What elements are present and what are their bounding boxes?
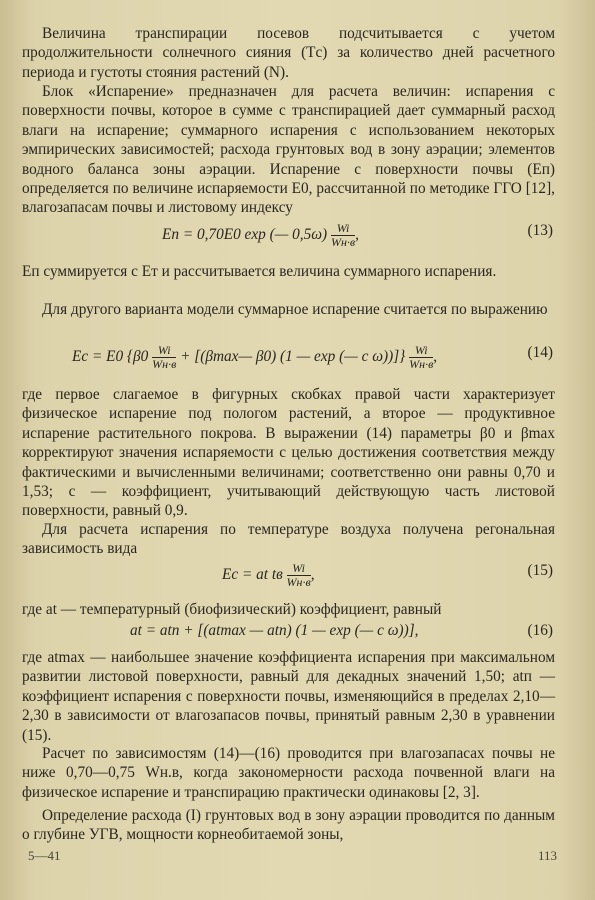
formula-denominator: Wн·в [409,357,434,371]
formula-14 [22,340,555,380]
formula-middle: + [(βmax— β0) (1 — exp (— c ω))]} [180,348,406,366]
formula-number: (13) [527,222,553,239]
paragraph-text: где atmax — наибольшее значение коэффициента испарения при максимальном развитии листовой поверхности, равный для декадных значений 1,50; atп — коэффициент испарения с поверхности почвы, изменяющийся в пределах 2,10—2,30 в зависимости от влагозапасов почвы, принятый равным 2,30 в уравнении (15). [22,649,555,744]
formula-denominator: Wн·в [152,357,177,371]
paragraph-text: где первое слагаемое в фигурных скобках правой части характеризует физическое испарение под пологом растений, а второе — продуктивное испарение растительного покрова. В выражении (14) параметры β0 и βmax корректируют значения испаряемости с целью достижения соответствия между фактическими и вычисленными величинами; соответственно они равны 0,70 и 1,53; c — коэффициент, учитывающий действующую часть листовой поверхности, равный 0,9. [22,386,555,520]
paragraph-text: Определение расхода (I) грунтовых вод в зону аэрации проводится по данным о глубине УГВ, мощности корнеобитаемой зоны, [22,807,555,844]
page-number: 113 [537,848,557,863]
formula-numerator: Wi [409,344,433,358]
formula-numerator: Wi [287,562,311,576]
formula-lhs: Eс = at tв [222,566,283,584]
formula-number: (15) [527,562,553,579]
formula-tail: , [355,226,359,244]
formula-lhs: Eп = 0,70E0 exp (— 0,5ω) [162,226,328,244]
paragraph-text: Блок «Испарение» предназначен для расчета величин: испарения с поверхности почвы, которое в сумме с транспирацией дает суммарный расход влаги на испарение; суммарного испарения с использованием некоторых эмпирических зависимостей; расхода грунтовых вод в зону аэрации; элементов водного баланса зоны аэрации. Испарение с поверхности почвы (Eп) определяется по величине испаряемости E0, рассчитанной по методике ГГО [12], влагозапасам почвы и листовому индексу [22,83,555,217]
formula-number: (14) [527,344,553,361]
paragraph-text: Для другого варианта модели суммарное испарение считается по выражению [42,301,548,318]
paragraph-2 [22,82,555,218]
signature-mark: 5—41 [28,848,61,863]
formula-denominator: Wн·в [330,235,356,249]
paragraph-text: Величина транспирации посевов подсчитывается с учетом продолжительности солнечного сияния (Tс) за количество дней расчетного периода и густоты стояния растений (N). [22,25,555,81]
paragraph-10 [22,806,555,845]
formula-lhs: Eс = E0 {β0 [72,348,149,366]
formula-16 [22,622,555,646]
paragraph-text: где at — температурный (биофизический) коэффициент, равный [22,601,442,618]
formula-numerator: Wi [331,222,355,236]
paragraph-4 [22,300,555,319]
formula-denominator: Wн·в [286,575,311,589]
formula-expression: at = atп + [(atmax — atп) (1 — exp (— c ω))], [130,622,419,639]
paragraph-1 [22,24,555,82]
formula-number: (16) [527,622,553,639]
formula-15 [22,558,555,598]
formula-tail: , [433,348,438,366]
paragraph-text: Для расчета испарения по температуре воздуха получена регональная зависимость вида [22,521,555,558]
paragraph-9 [22,744,555,802]
paragraph-7 [22,600,555,619]
paragraph-8 [22,648,555,745]
paragraph-6 [22,520,555,559]
paragraph-text: Расчет по зависимостям (14)—(16) проводится при влагозапасах почвы не ниже 0,70—0,75 Wн.в, когда закономерности расхода почвенной влаги на физическое испарение и транспирацию практически одинаковы [2, 3]. [22,745,555,801]
formula-tail: , [310,566,315,584]
formula-13 [22,218,555,258]
paragraph-3 [22,262,555,281]
paragraph-text: Eп суммируется с Eт и рассчитывается величина суммарного испарения. [22,263,497,280]
paragraph-5 [22,385,555,521]
formula-numerator: Wi [152,344,176,358]
